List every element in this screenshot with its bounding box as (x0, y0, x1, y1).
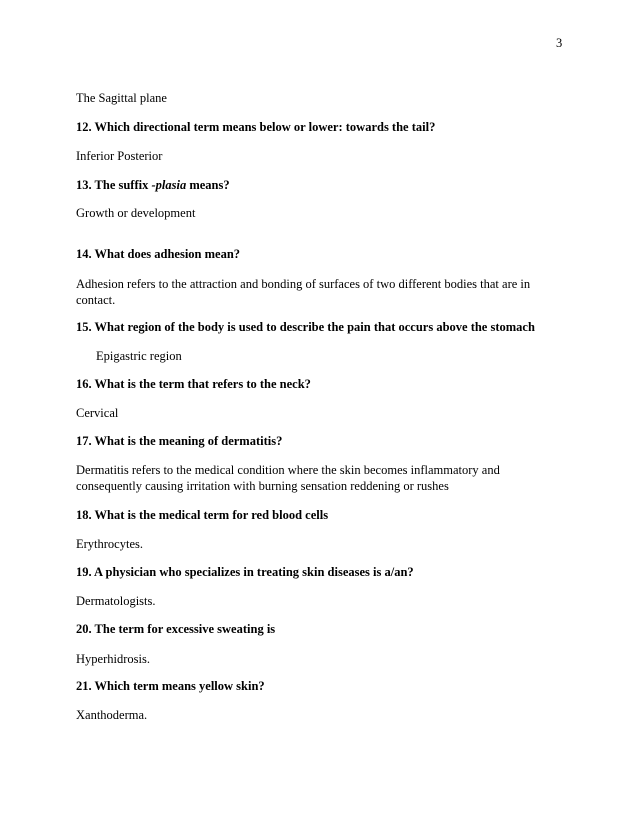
answer-21: Xanthoderma. (76, 708, 148, 722)
question-12: 12. Which directional term means below or lower: towards the tail? (76, 120, 436, 134)
answer-14-line-2: contact. (76, 293, 116, 307)
answer-17-line-1: Dermatitis refers to the medical condition where the skin becomes inflammatory and (76, 463, 500, 477)
question-15: 15. What region of the body is used to describe the pain that occurs above the stomach (76, 320, 535, 334)
answer-19: Dermatologists. (76, 594, 156, 608)
question-13-emphasis: -plasia (151, 178, 187, 192)
question-13-prefix: 13. The suffix (76, 178, 152, 192)
question-16: 16. What is the term that refers to the neck? (76, 377, 311, 391)
question-17: 17. What is the meaning of dermatitis? (76, 434, 283, 448)
question-13-suffix: means? (186, 178, 230, 192)
question-21: 21. Which term means yellow skin? (76, 679, 265, 693)
question-14: 14. What does adhesion mean? (76, 247, 241, 261)
question-13 (76, 178, 230, 194)
answer-18: Erythrocytes. (76, 537, 143, 551)
question-19: 19. A physician who specializes in treating skin diseases is a/an? (76, 565, 414, 579)
question-20: 20. The term for excessive sweating is (76, 622, 276, 636)
answer-12: Inferior Posterior (76, 149, 163, 163)
answer-17-line-2: consequently causing irritation with burning sensation reddening or rushes (76, 479, 449, 493)
answer-20: Hyperhidrosis. (76, 652, 150, 666)
answer-14-line-1: Adhesion refers to the attraction and bonding of surfaces of two different bodies that are in (76, 277, 531, 291)
answer-13: Growth or development (76, 206, 196, 220)
answer-16: Cervical (76, 406, 119, 420)
answer-15: Epigastric region (96, 349, 182, 363)
question-18: 18. What is the medical term for red blood cells (76, 508, 329, 522)
page-number: 3 (556, 36, 563, 50)
intro-answer: The Sagittal plane (76, 91, 167, 105)
